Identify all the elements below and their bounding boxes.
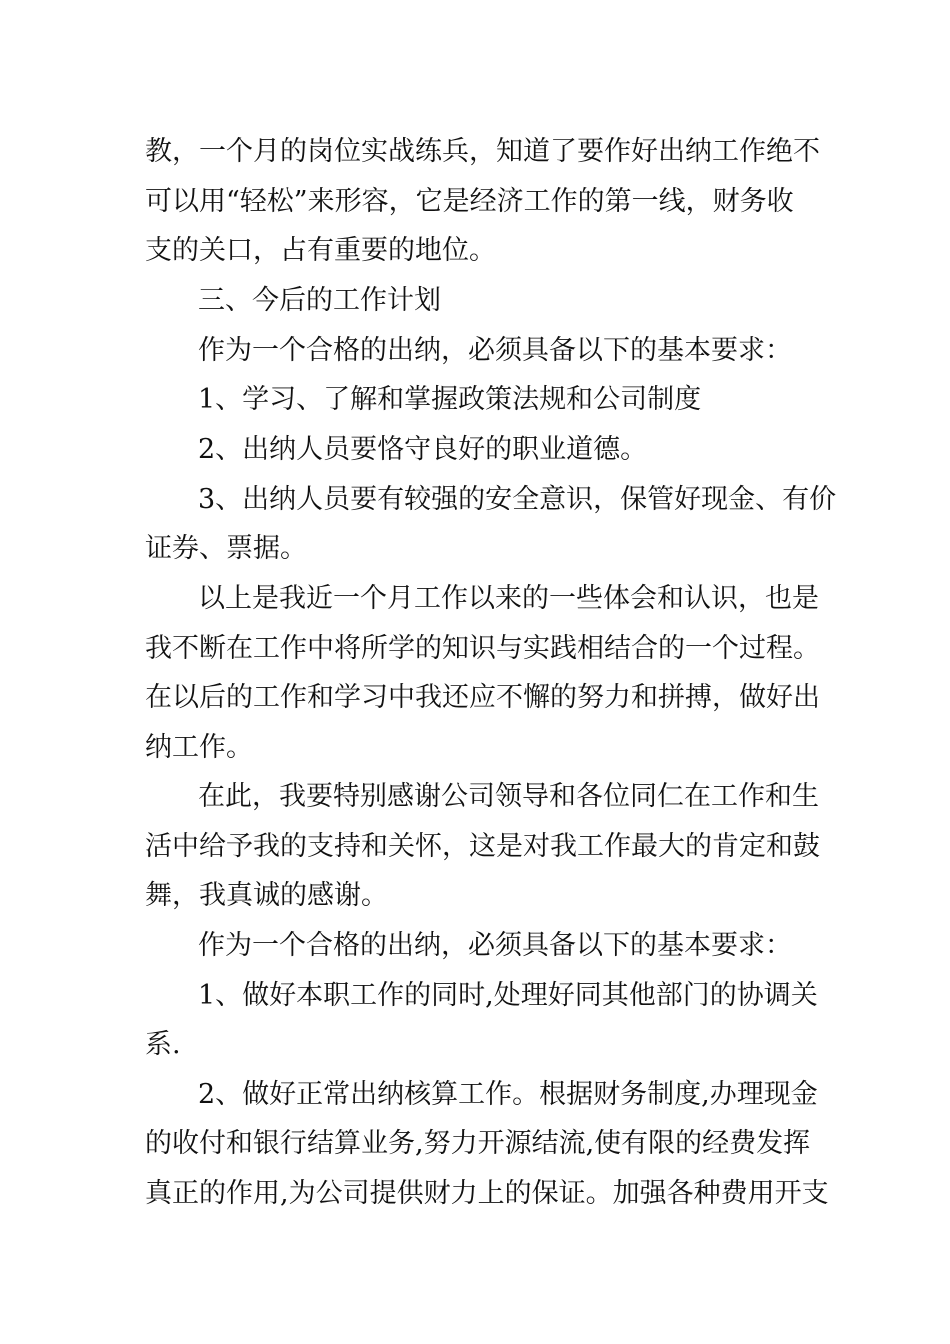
text-line: 舞，我真诚的感谢。 [145,880,388,911]
text-line: 在此，我要特别感谢公司领导和各位同仁在工作和生 [198,781,819,812]
list-item: 2、做好正常出纳核算工作。根据财务制度,办理现金 [198,1079,818,1110]
text-line: 可以用“轻松”来形容，它是经济工作的第一线，财务收 [145,186,794,217]
text-line: 纳工作。 [145,732,253,763]
text-line: 作为一个合格的出纳，必须具备以下的基本要求： [198,930,792,961]
list-item: 1、做好本职工作的同时,处理好同其他部门的协调关 [198,980,818,1011]
text-line: 活中给予我的支持和关怀，这是对我工作最大的肯定和鼓 [145,831,820,862]
text-line: 系. [145,1029,181,1060]
text-line: 的收付和银行结算业务,努力开源结流,使有限的经费发挥 [145,1128,811,1159]
section-heading: 三、今后的工作计划 [198,285,441,316]
text-line: 教，一个月的岗位实战练兵，知道了要作好出纳工作绝不 [145,136,820,167]
text-line: 以上是我近一个月工作以来的一些体会和认识，也是 [198,583,819,614]
text-line: 支的关口，占有重要的地位。 [145,235,496,266]
text-line: 真正的作用,为公司提供财力上的保证。加强各种费用开支 [145,1178,829,1209]
text-line: 证券、票据。 [145,533,307,564]
text-line: 在以后的工作和学习中我还应不懈的努力和拼搏，做好出 [145,682,820,713]
text-line: 作为一个合格的出纳，必须具备以下的基本要求： [198,335,792,366]
list-item: 2、出纳人员要恪守良好的职业道德。 [198,434,648,465]
text-line: 我不断在工作中将所学的知识与实践相结合的一个过程。 [145,633,820,664]
list-item: 1、学习、了解和掌握政策法规和公司制度 [198,384,702,415]
list-item: 3、出纳人员要有较强的安全意识，保管好现金、有价 [198,484,837,515]
